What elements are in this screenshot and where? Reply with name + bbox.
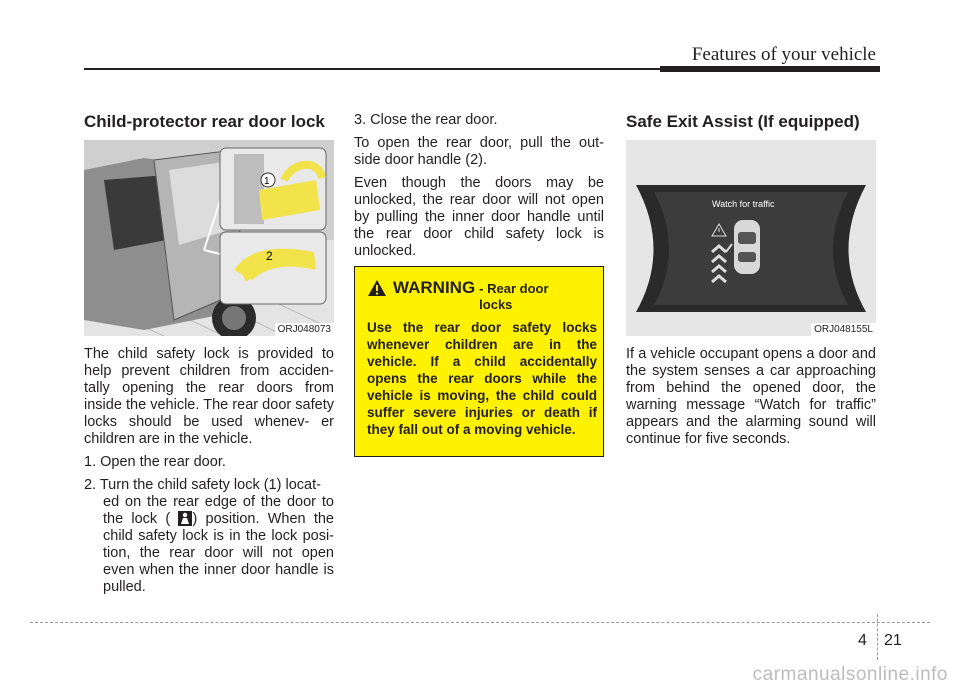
figure-code: ORJ048155L [811,323,876,336]
warning-title: WARNING [393,278,476,297]
figure-code: ORJ048073 [275,323,334,336]
callout-1-label: 1 [264,176,270,187]
chapter-number: 4 [858,632,867,649]
child-lock-figure [84,140,334,336]
step-2-text-b: ) position. When the child safety lock is in the lock posi- tion, the rear door will not open even when the inner door handle is pulled. [103,511,334,595]
watch-for-traffic-label: Watch for traffic [712,199,775,209]
callout-2-label: 2 [266,249,273,263]
footer-rule [30,622,930,623]
step-2-first-line: 2. Turn the child safety lock (1) locat- [84,477,321,493]
safe-exit-figure [626,140,876,336]
child-lock-illustration [84,140,334,336]
step-1: 1. Open the rear door. [84,454,226,470]
header-rule-accent [660,66,880,72]
unlocked-paragraph: Even though the doors may be unlocked, the rear door will not open by pulling the inner door handle until the rear door child safety lock is unlocked. [354,175,604,259]
safe-exit-paragraph: If a vehicle occupant opens a door and the system senses a car approaching from behind the opened door, the warning message “Watch for traffic” appears and the alarming sound will continue for five seconds. [626,346,876,447]
left-column-text [84,346,334,602]
section-heading-child-lock: Child-protector rear door lock [84,112,325,131]
warning-triangle-icon [367,279,387,297]
section-heading-safe-exit: Safe Exit Assist (If equipped) [626,112,860,131]
middle-column-text [354,112,604,266]
watermark-text: carmanualsonline.info [752,664,948,685]
intro-paragraph: The child safety lock is provided to help prevent children from acciden- tally opening the rear doors from inside the vehicle. The rear door safety locks should be used whenev- er children are in the vehicle. [84,346,334,447]
child-lock-icon [178,511,192,526]
warning-subtitle: - Rear door locks [479,281,549,312]
right-column-text [626,346,876,454]
page-number: 21 [884,632,902,649]
warning-box [354,266,604,457]
warning-header [367,279,569,313]
warning-text: Use the rear door safety locks whenever children are in the vehicle. If a child accidentally opens the rear doors while the vehicle is moving, the child could suffer severe injuries or death if they fall out of a moving vehicle. [367,320,597,437]
step-2 [84,477,334,596]
page-header-title: Features of your vehicle [691,44,876,65]
footer-divider [877,614,878,660]
step-2-text-a: ed on the rear edge of the door to the lock ( [103,494,334,527]
cluster-display-illustration [626,140,876,336]
open-door-paragraph: To open the rear door, pull the out- side door handle (2). [354,135,604,168]
step-3: 3. Close the rear door. [354,112,498,128]
